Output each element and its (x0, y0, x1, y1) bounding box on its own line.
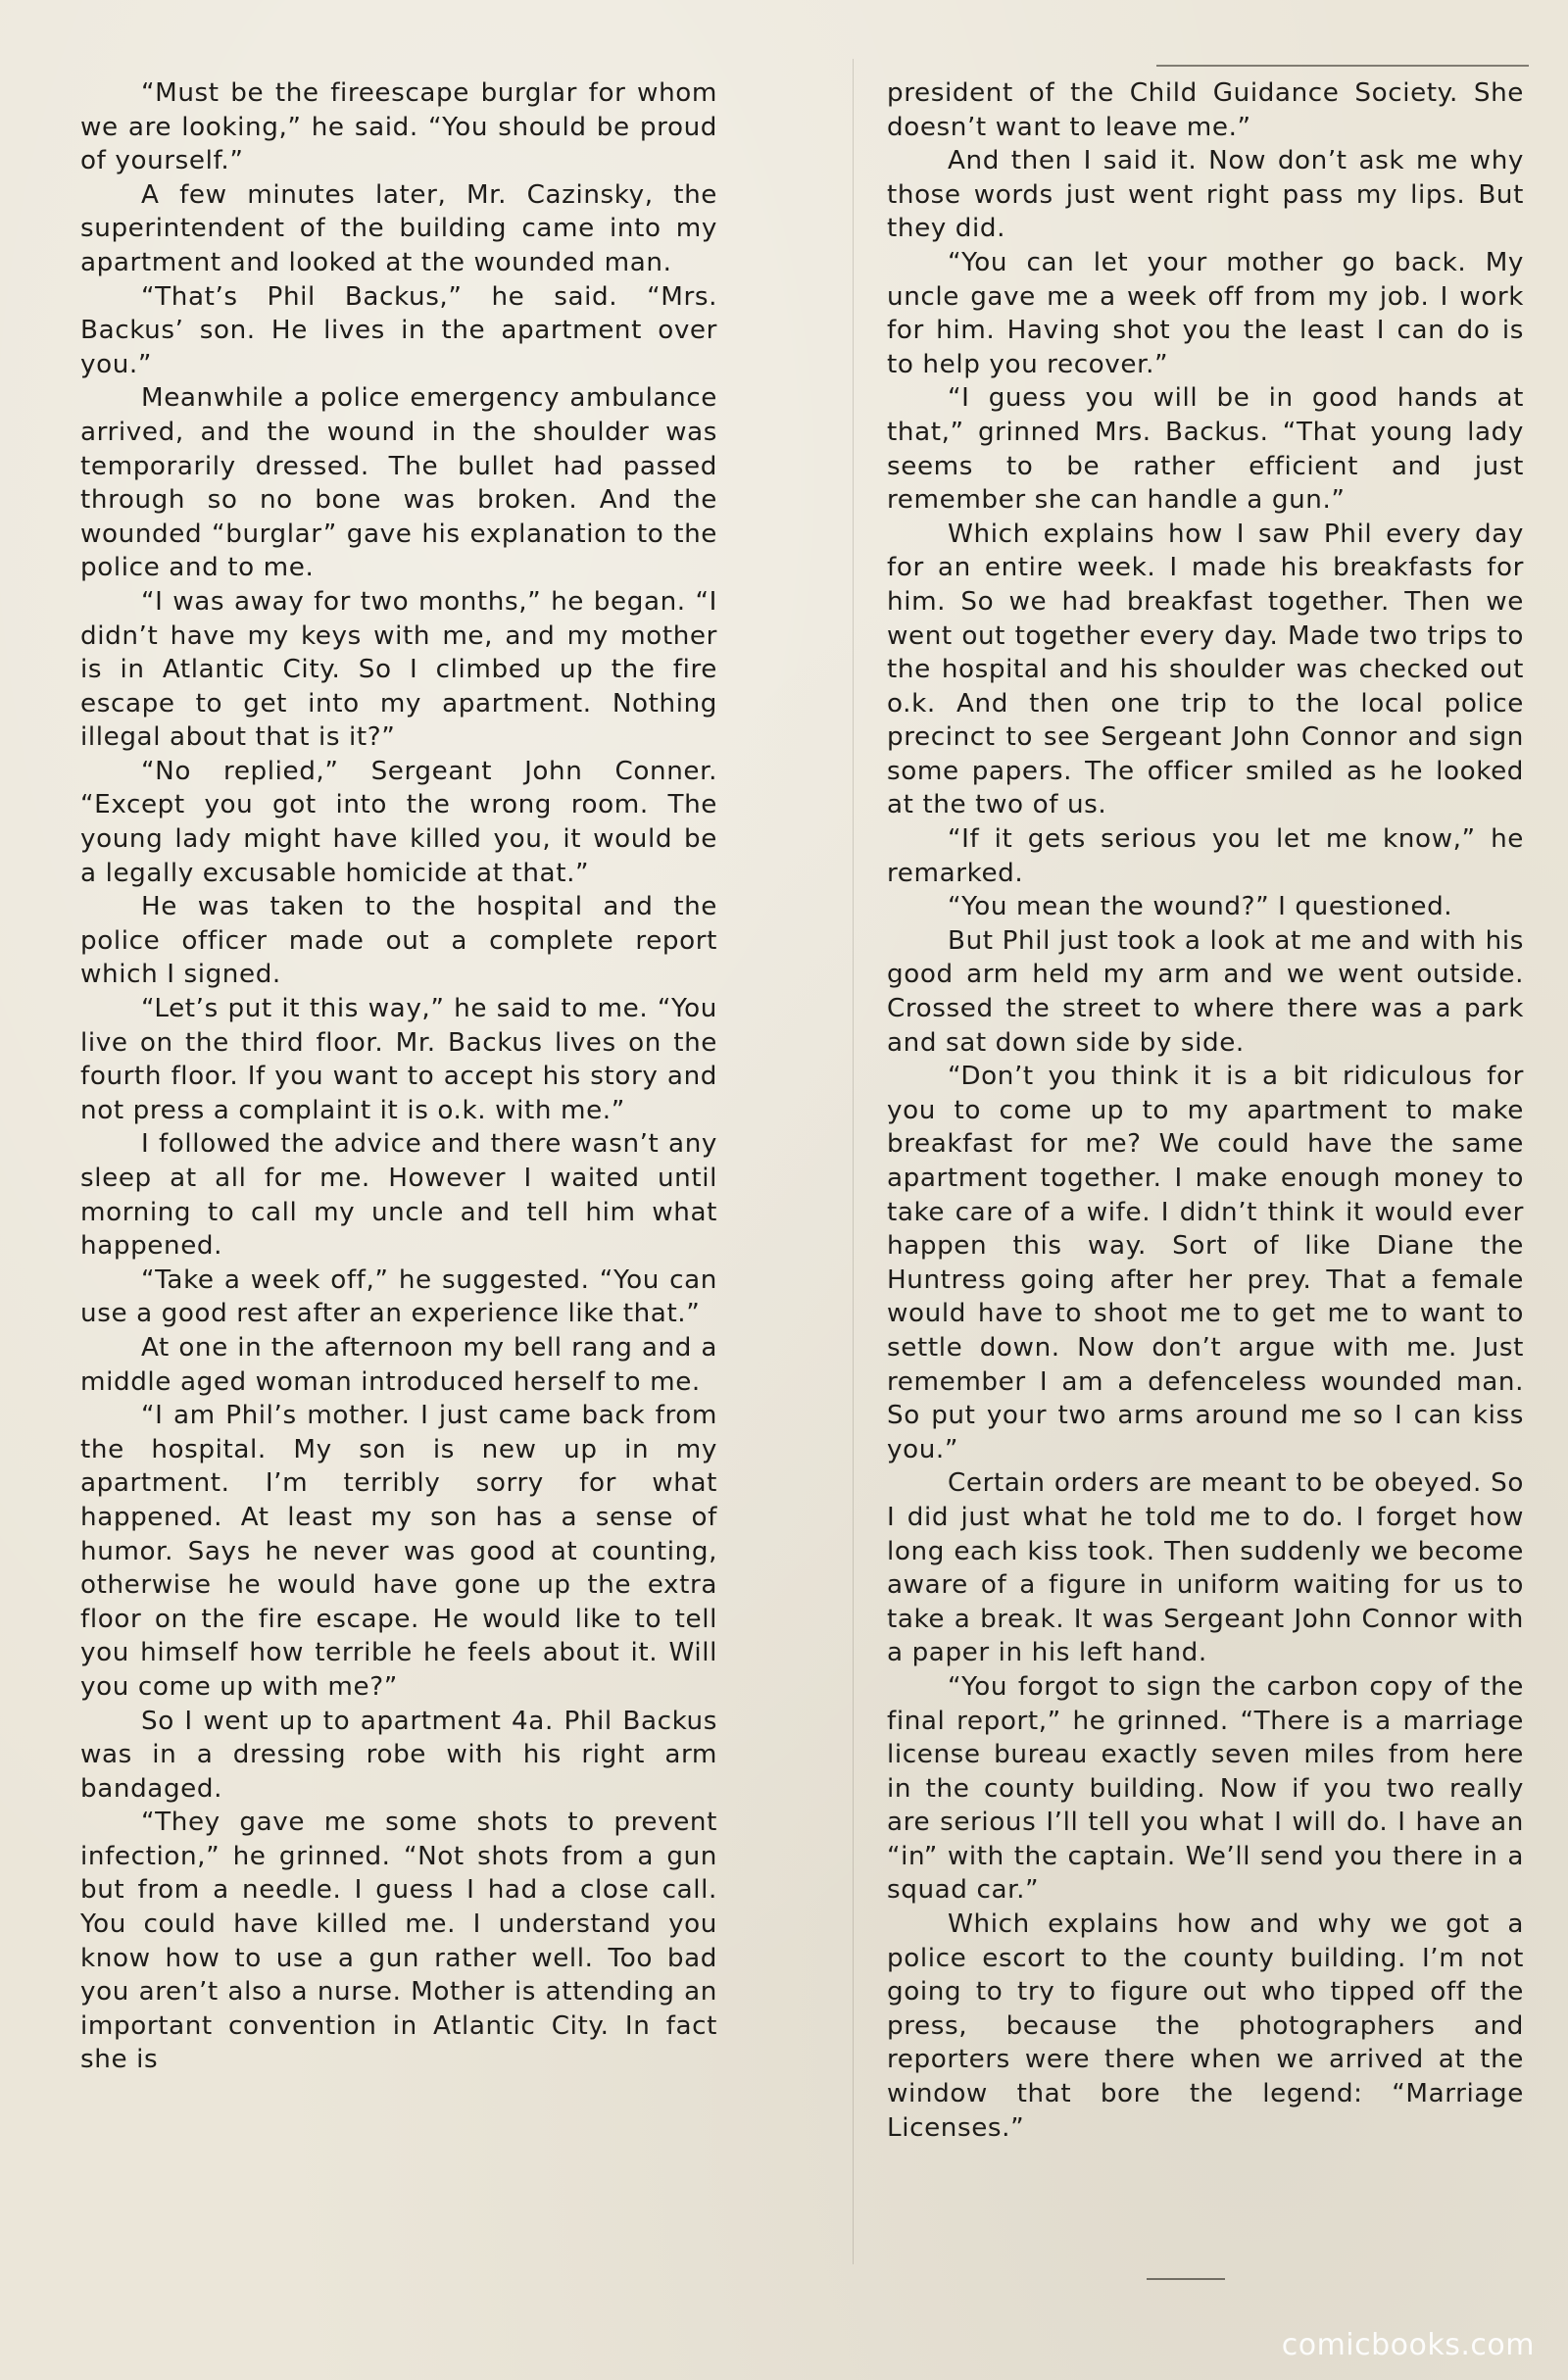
paragraph: He was taken to the hospital and the police officer made out a complete report which I signed. (80, 892, 717, 990)
paragraph: “They gave me some shots to prevent infection,” he grinned. “Not shots from a gun but from a needle. I guess I had a close call. You could have killed me. I understand you know how to use a gun rather well. Too bad you aren’t also a nurse. Mother is attending an important convention in Atlantic City. In fact she is (80, 1808, 717, 2075)
column-gutter (853, 59, 854, 2264)
top-rule (1156, 65, 1529, 67)
paragraph: “If it gets serious you let me know,” he remarked. (887, 824, 1524, 888)
paragraph: Which explains how I saw Phil every day for an entire week. I made his breakfasts for him. So we had breakfast together. Then we went out together every day. Made two trips to the hospital and his shoulder was checked out o.k. And then one trip to the local police precinct to see Sergeant John Connor and sign some papers. The officer smiled as he looked at the two of us. (887, 519, 1524, 820)
paragraph: “You mean the wound?” I questioned. (948, 892, 1453, 922)
paragraph-continued: president of the Child Guidance Society. She doesn’t want to leave me.” (887, 78, 1524, 142)
paragraph: Meanwhile a police emergency ambulance arrived, and the wound in the shoulder was temporarily dressed. The bullet had passed through so no bone was broken. And the wounded “burglar” gave his explanation to the police and to me. (80, 383, 717, 583)
paragraph: “Don’t you think it is a bit ridiculous for you to come up to my apartment to make breakfast for me? We could have the same apartment together. I make enough money to take care of a wife. I didn’t think it would ever happen this way. Sort of like Diane the Huntress going after her prey. That a female would have to shoot me to get me to want to settle down. Now don’t argue with me. Just remember I am a defenceless wounded man. So put your two arms around me so I can kiss you.” (887, 1062, 1524, 1464)
paragraph: “No replied,” Sergeant John Conner. “Except you got into the wrong room. The young lady might have killed you, it would be a legally excusable homicide at that.” (80, 756, 717, 888)
paragraph: I followed the advice and there wasn’t any sleep at all for me. However I waited until morning to call my uncle and tell him what happened. (80, 1129, 717, 1262)
paragraph: Which explains how and why we got a police escort to the county building. I’m not going to try to figure out who tipped off the press, because the photographers and reporters were there when we arrived at the window that bore the legend: “Marriage Licenses.” (887, 1909, 1524, 2143)
paragraph: At one in the afternoon my bell rang and a middle aged woman introduced herself to me. (80, 1332, 717, 1397)
paragraph: “You forgot to sign the carbon copy of the final report,” he grinned. “There is a marriage license bureau exactly seven miles from here in the county building. Now if you two really are serious I’ll tell you what I will do. I have an “in” with the captain. We’ll send you there in a squad car.” (887, 1671, 1524, 1906)
paragraph: “Let’s put it this way,” he said to me. “You live on the third floor. Mr. Backus lives on the fourth floor. If you want to accept his story and not press a complaint it is o.k. with me.” (80, 994, 717, 1125)
paragraph: “You can let your mother go back. My uncle gave me a week off from my job. I work for him. Having shot you the least I can do is to help you recover.” (887, 247, 1524, 379)
paragraph: “I am Phil’s mother. I just came back from the hospital. My son is new up in my apartment. I’m terribly sorry for what happened. At least my son has a sense of humor. Says he never was good at counting, otherwise he would have gone up the extra floor on the fire escape. He would like to tell you himself how terrible he feels about it. Will you come up with me?” (80, 1401, 717, 1702)
site-watermark: comicbooks.com (1281, 2328, 1535, 2362)
paragraph: Certain orders are meant to be obeyed. So I did just what he told me to do. I forget how long each kiss took. Then suddenly we become aware of a figure in uniform waiting for us to take a break. It was Sergeant John Connor with a paper in his left hand. (887, 1468, 1524, 1668)
paragraph: A few minutes later, Mr. Cazinsky, the superintendent of the building came into my apartment and looked at the wounded man. (80, 179, 717, 277)
left-column (80, 76, 717, 2077)
paragraph: So I went up to apartment 4a. Phil Backus was in a dressing robe with his right arm bandaged. (80, 1706, 717, 1804)
paragraph: And then I said it. Now don’t ask me why those words just went right pass my lips. But they did. (887, 146, 1524, 244)
paragraph: “Take a week off,” he suggested. “You can use a good rest after an experience like that.” (80, 1264, 717, 1329)
paragraph: But Phil just took a look at me and with his good arm held my arm and we went outside. Crossed the street to where there was a park and sat down side by side. (887, 925, 1524, 1058)
paragraph: “Must be the fireescape burglar for whom we are looking,” he said. “You should be proud of yourself.” (80, 78, 717, 176)
paragraph: “I guess you will be in good hands at that,” grinned Mrs. Backus. “That young lady seems to be rather efficient and just remember she can handle a gun.” (887, 383, 1524, 516)
right-column (887, 76, 1524, 2145)
paragraph: “That’s Phil Backus,” he said. “Mrs. Backus’ son. He lives in the apartment over you.” (80, 281, 717, 379)
end-of-story-mark (1147, 2278, 1225, 2280)
paragraph: “I was away for two months,” he began. “I didn’t have my keys with me, and my mother is in Atlantic City. So I climbed up the fire escape to get into my apartment. Nothing illegal about that is it?” (80, 586, 717, 753)
